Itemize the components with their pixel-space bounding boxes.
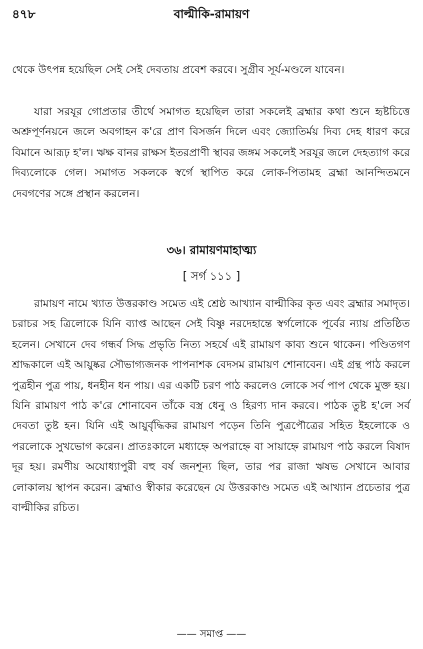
page-number: ৪৭৮ bbox=[12, 7, 36, 21]
paragraph-continuation: থেকে উৎপন্ন হয়েছিল সেই সেই দেবতায় প্রবেশ করবে। সুগ্রীব সূর্য-মণ্ডলে যাবেন। bbox=[12, 64, 345, 76]
running-header-title: বাল্মীকি-রামায়ণ bbox=[173, 7, 250, 21]
section-heading: ৩৬। রামায়ণমাহাত্ম্য bbox=[166, 243, 257, 257]
paragraph-mahatmya: রামায়ণ নামে খ্যাত উত্তরকাণ্ড সমেত এই শ্রেষ্ঠ আখ্যান বাল্মীকির কৃত এবং ব্রহ্মার সমাদৃত। চরাচর সহ ত্রিলোকে যিনি ব্যাপ্ত আছেন সেই বিষ্ণু নরদেহান্তে স্বর্গলোকে পূর্বের ন্যায় প্রতিষ্ঠিত হলেন। সেখানে দেব গন্ধর্ব সিদ্ধ প্রভৃতি নিত্য সহর্ষে এই রামায়ণ কাব্য শুনে থাকেন। পণ্ডিতগণ শ্রাদ্ধকালে এই আয়ুষ্কর সৌভাগ্যজনক পাপনাশক বেদসম রামায়ণ শোনাবেন। এই গ্রন্থ পাঠ করলে পুত্রহীন পুত্র পায়, ধনহীন ধন পায়। এর একটি চরণ পাঠ করলেও লোকে সর্ব পাপ থেকে মুক্ত হয়। যিনি রামায়ণ পাঠ ক'রে শোনাবেন তাঁকে বস্ত্র ধেনু ও হিরণ্য দান করবে। পাঠক তুষ্ট হ'লে সর্ব দেবতা তুষ্ট হন। যিনি এই আয়ুর্বৃদ্ধিকর রামায়ণ পড়েন তিনি পুত্রপৌত্রের সহিত ইহলোকে ও পরলোকে সুখভোগ করেন। প্রাতঃকালে মধ্যাহ্নে অপরাহ্নে বা সায়াহ্নে রামায়ণ পাঠ করলে বিষাদ দূর হয়। রমণীয় অযোধ্যাপুরী বহু বর্ষ জনশূন্য ছিল, তার পর রাজা ঋষভ সেখানে আবার লোকালয় স্থাপন করেন। ব্রহ্মাও স্বীকার করেছেন যে উত্তরকাণ্ড সমেত এই আখ্যান প্রচেতার পুত্র বাল্মীকির রচিত। bbox=[12, 298, 410, 515]
end-mark: —— সমাপ্ত —— bbox=[176, 629, 247, 640]
sarga-label: [ সর্গ ১১১ ] bbox=[182, 269, 241, 283]
paragraph-sarayu: যারা সরযূর গোপ্রতার তীর্থে সমাগত হয়েছিল তারা সকলেই ব্রহ্মার কথা শুনে হৃষ্টচিত্তে অশ্রুপূর্ণনয়নে জলে অবগাহন ক'রে প্রাণ বিসর্জন দিলে এবং জ্যোতির্ময় দিব্য দেহ ধারণ করে বিমানে আরূঢ় হ'ল। ঋক্ষ বানর রাক্ষস ইতরপ্রাণী স্থাবর জঙ্গম সকলেই সরযূর জলে দেহত্যাগ করে দিব্যলোকে গেল। সমাগত সকলকে স্বর্গে স্থাপিত করে লোক-পিতামহ ব্রহ্মা আনন্দিতমনে দেবগণের সঙ্গে প্রস্থান করলেন। bbox=[12, 106, 410, 200]
